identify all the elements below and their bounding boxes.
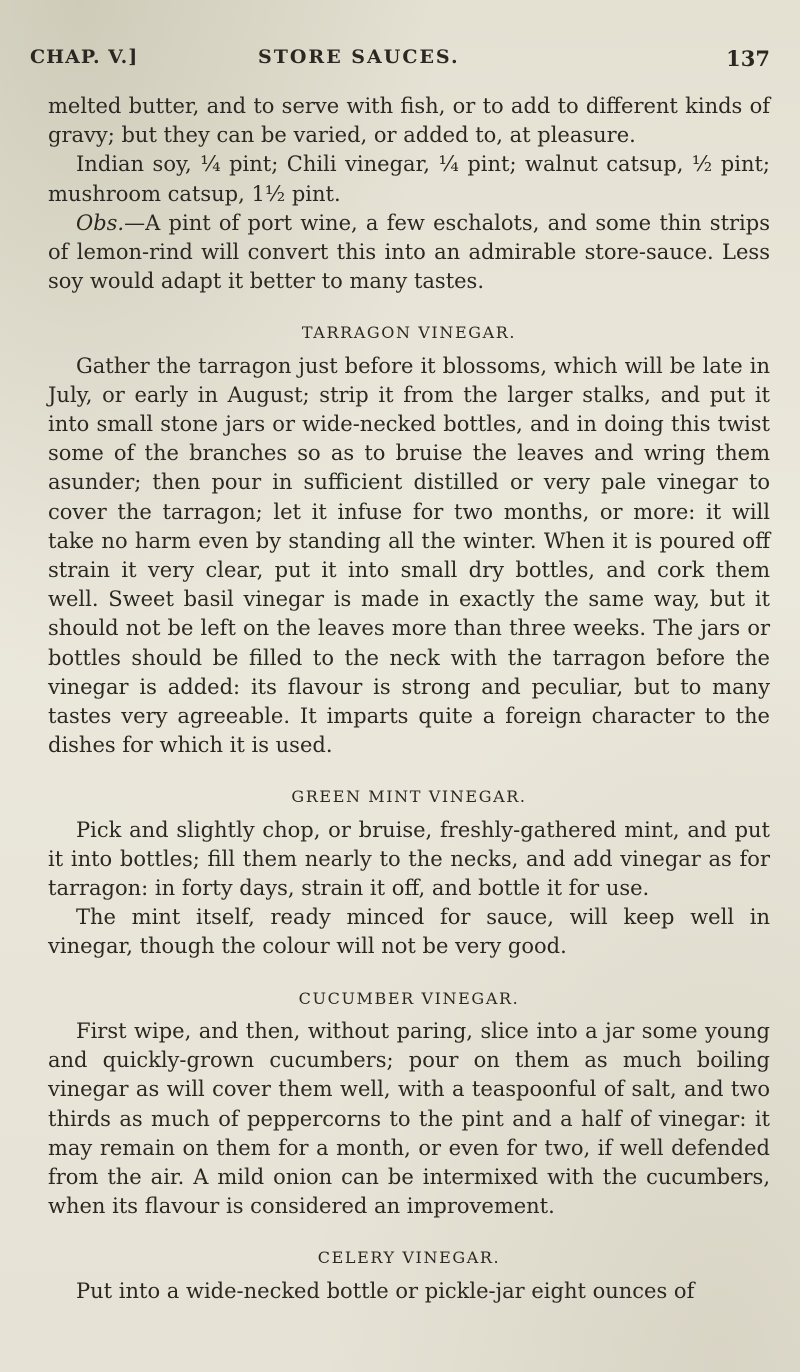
observation-note (48, 209, 770, 297)
cucumber-paragraph: First wipe, and then, without paring, slice into a jar some young and quickly-grown cucumbers; pour on them as much boiling vinegar as will cover them well, with a teaspoonful of salt, and two thirds as much of peppercorns to the pint and a half of vinegar: it may remain on them for a month, or even for two, if well defended from the air. A mild onion can be intermixed with the cucumbers, when its flavour is considered an improvement. (48, 1018, 770, 1219)
mint-paragraph-2: The mint itself, ready minced for sauce, will keep well in vinegar, though the colour will not be very good. (48, 905, 770, 959)
chapter-label: CHAP. V.] (30, 46, 139, 68)
tarragon-paragraph: Gather the tarragon just before it blossoms, which will be late in July, or early in August; strip it from the larger stalks, and put it into small stone jars or wide-necked bottles, and in doing this twist some of the branches so as to bruise the leaves and wring them asunder; then pour in sufficient distilled or very pale vinegar to cover the tarragon; let it infuse for two months, or more: it will take no harm even by standing all the winter. When it is poured off strain it very clear, put it into small dry bottles, and cork them well. Sweet basil vinegar is made in exactly the same way, but it should not be left on the leaves more than three weeks. The jars or bottles should be filled to the neck with the tarragon before the vinegar is added: its flavour is strong and peculiar, but to many tastes very agreeable. It imparts quite a foreign character to the dishes for which it is used. (48, 353, 770, 758)
section-heading-mint: GREEN MINT VINEGAR. (291, 787, 527, 807)
section-heading-cucumber: CUCUMBER VINEGAR. (298, 988, 520, 1008)
section-heading-celery: CELERY VINEGAR. (317, 1248, 501, 1268)
obs-label: Obs. (76, 210, 125, 235)
mint-paragraph-1: Pick and slightly chop, or bruise, freshly-gathered mint, and put it into bottles; fill them nearly to the necks, and add vinegar as for tarragon: in forty days, strain it off, and bottle it for use. (48, 817, 770, 901)
running-title: STORE SAUCES. (258, 46, 460, 68)
page-number: 137 (726, 46, 770, 71)
section-heading-tarragon: TARRAGON VINEGAR. (301, 323, 517, 343)
celery-paragraph: Put into a wide-necked bottle or pickle-jar eight ounces of (76, 1278, 695, 1303)
obs-text: —A pint of port wine, a few eschalots, and some thin strips of lemon-rind will convert this into an admirable store-sauce. Less soy would adapt it better to many tastes. (48, 210, 770, 294)
continuation-paragraph: melted butter, and to serve with fish, or to add to different kinds of gravy; but they can be varied, or added to, at pleasure. (48, 94, 770, 148)
recipe-proportions: Indian soy, ¼ pint; Chili vinegar, ¼ pint; walnut catsup, ½ pint; mushroom catsup, 1½ pint. (48, 152, 770, 206)
running-head (30, 46, 770, 78)
page-body (48, 92, 770, 1306)
